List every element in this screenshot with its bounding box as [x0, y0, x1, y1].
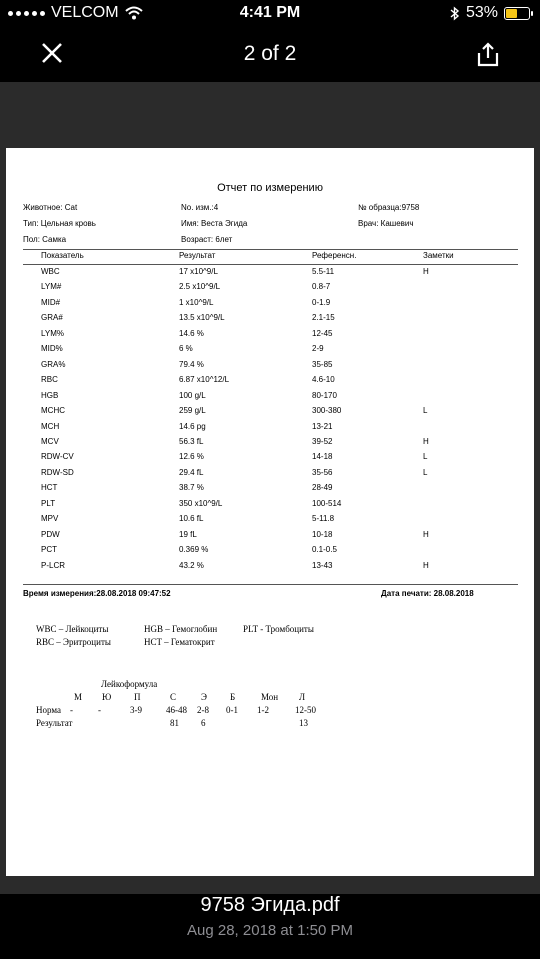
formula-norm-value: - — [70, 705, 73, 715]
row-result: 56.3 fL — [179, 436, 204, 446]
row-reference: 5.5-11 — [312, 267, 335, 276]
row-reference: 0.8-7 — [312, 282, 331, 292]
row-parameter: PLT — [41, 498, 56, 508]
formula-result-value: 13 — [299, 718, 308, 728]
formula-column-header: П — [134, 692, 141, 702]
row-reference: 300-380 — [312, 406, 342, 416]
row-result: 43.2 % — [179, 560, 204, 570]
formula-column-header: Ю — [102, 692, 112, 702]
row-note: L — [423, 467, 428, 477]
row-note: H — [423, 560, 429, 570]
row-reference: 14-18 — [312, 452, 333, 462]
meta-sample-no: № образца:9758 — [358, 203, 420, 212]
page-counter: 2 of 2 — [243, 42, 297, 65]
battery-icon — [504, 7, 530, 20]
header-reference: Референсн. — [312, 251, 357, 260]
table-top-rule — [23, 249, 518, 250]
formula-column-header: С — [170, 692, 177, 702]
row-result: 38.7 % — [179, 483, 204, 493]
formula-column-header: Э — [201, 692, 207, 702]
meta-sex: Пол: Самка — [23, 235, 67, 244]
share-button[interactable] — [472, 40, 504, 70]
row-result: 350 x10^9/L — [179, 498, 223, 508]
share-icon — [472, 40, 504, 70]
row-result: 10.6 fL — [179, 514, 204, 524]
note-hgb: HGB – Гемоглобин — [144, 624, 218, 634]
note-plt: PLT - Тромбоциты — [243, 624, 314, 634]
row-parameter: HGB — [41, 390, 59, 400]
header-parameter: Показатель — [41, 251, 84, 260]
file-date: Aug 28, 2018 at 1:50 PM — [187, 922, 353, 939]
row-result: 13.5 x10^9/L — [179, 313, 225, 323]
row-parameter: LYM# — [41, 282, 62, 292]
row-parameter: LYM% — [41, 328, 64, 338]
row-note: H — [423, 267, 429, 276]
row-result: 29.4 fL — [179, 467, 204, 477]
row-result: 14.6 pg — [179, 421, 206, 431]
meta-name: Имя: Веста Эгида — [181, 219, 248, 228]
note-hct: HCT – Гематокрит — [144, 637, 215, 647]
formula-norm-value: 46-48 — [166, 705, 187, 715]
formula-column-header: Мон — [261, 692, 279, 702]
row-note: L — [423, 406, 428, 416]
header-result: Результат — [179, 251, 216, 260]
row-reference: 12-45 — [312, 328, 333, 338]
row-parameter: MCH — [41, 421, 60, 431]
formula-column-header: Л — [299, 692, 306, 702]
row-parameter: PCT — [41, 545, 57, 555]
row-parameter: MID# — [41, 297, 61, 307]
status-right — [450, 4, 530, 22]
battery-level — [506, 9, 517, 18]
row-reference: 35-85 — [312, 359, 333, 369]
row-reference: 80-170 — [312, 390, 337, 400]
meta-doctor: Врач: Кашевич — [358, 219, 414, 228]
meta-animal: Животное: Cat — [23, 203, 78, 212]
row-reference: 100-514 — [312, 498, 342, 508]
measurement-time: Время измерения:28.08.2018 09:47:52 — [23, 589, 171, 598]
file-info — [0, 894, 540, 959]
row-result: 19 fL — [179, 529, 197, 539]
formula-norm-value: 12-50 — [295, 705, 316, 715]
row-parameter: MCV — [41, 436, 59, 446]
row-parameter: MCHC — [41, 406, 65, 416]
formula-norm-value: - — [98, 705, 101, 715]
row-result: 1 x10^9/L — [179, 297, 214, 307]
formula-result-value: 81 — [170, 718, 179, 728]
formula-result-value: 6 — [201, 718, 206, 728]
row-parameter: MID% — [41, 344, 63, 354]
header-rule — [23, 264, 518, 265]
row-result: 17 x10^9/L — [179, 267, 218, 276]
row-reference: 2.1-15 — [312, 313, 335, 323]
row-parameter: P-LCR — [41, 560, 66, 570]
pdf-page — [6, 148, 534, 876]
document-viewer[interactable] — [0, 82, 540, 894]
clock: 4:41 PM — [239, 4, 301, 21]
row-reference: 28-49 — [312, 483, 333, 493]
meta-type: Тип: Цельная кровь — [23, 219, 96, 228]
formula-title: Лейкоформула — [101, 679, 158, 689]
carrier-label: VELCOM — [51, 4, 119, 21]
row-parameter: RDW-SD — [41, 467, 74, 477]
report-title: Отчет по измерению — [217, 182, 323, 194]
formula-norm-value: 1-2 — [257, 705, 269, 715]
formula-result-label: Результат — [36, 718, 73, 728]
row-result: 79.4 % — [179, 359, 204, 369]
row-parameter: MPV — [41, 514, 59, 524]
nav-bar — [0, 26, 540, 82]
row-parameter: WBC — [41, 267, 60, 276]
row-reference: 10-18 — [312, 529, 333, 539]
row-reference: 39-52 — [312, 436, 333, 446]
file-name: 9758 Эгида.pdf — [200, 894, 340, 916]
formula-norm-value: 2-8 — [197, 705, 209, 715]
row-note: L — [423, 452, 428, 462]
status-bar — [0, 0, 540, 26]
row-result: 0.369 % — [179, 545, 209, 555]
row-reference: 35-56 — [312, 467, 333, 477]
row-reference: 4.6-10 — [312, 375, 335, 385]
row-parameter: GRA% — [41, 359, 66, 369]
row-reference: 2-9 — [312, 344, 324, 354]
note-wbc: WBC – Лейкоциты — [36, 624, 109, 634]
formula-norm-value: 3-9 — [130, 705, 142, 715]
formula-column-header: Б — [230, 692, 236, 702]
row-parameter: RDW-CV — [41, 452, 74, 462]
header-notes: Заметки — [423, 251, 454, 260]
row-result: 12.6 % — [179, 452, 204, 462]
row-note: H — [423, 529, 429, 539]
row-parameter: RBC — [41, 375, 58, 385]
row-reference: 0.1-0.5 — [312, 545, 337, 555]
row-reference: 13-43 — [312, 560, 333, 570]
table-bottom-rule — [23, 584, 518, 585]
row-reference: 5-11.8 — [312, 514, 335, 524]
row-reference: 13-21 — [312, 421, 333, 431]
row-result: 6 % — [179, 344, 193, 354]
formula-column-header: М — [74, 692, 83, 702]
meta-measurement-no: No. изм.:4 — [181, 203, 219, 212]
row-parameter: HCT — [41, 483, 58, 493]
bluetooth-icon — [450, 6, 460, 21]
row-note: H — [423, 436, 429, 446]
row-result: 14.6 % — [179, 328, 204, 338]
row-result: 259 g/L — [179, 406, 206, 416]
formula-norm-label: Норма — [36, 705, 61, 715]
note-rbc: RBC – Эритроциты — [36, 637, 111, 647]
print-date: Дата печати: 28.08.2018 — [381, 589, 474, 598]
row-result: 6.87 x10^12/L — [179, 375, 230, 385]
meta-age: Возраст: 6лет — [181, 235, 233, 244]
row-result: 100 g/L — [179, 390, 206, 400]
battery-percent: 53% — [465, 4, 498, 21]
row-parameter: PDW — [41, 529, 60, 539]
formula-norm-value: 0-1 — [226, 705, 238, 715]
row-parameter: GRA# — [41, 313, 63, 323]
row-reference: 0-1.9 — [312, 297, 331, 307]
row-result: 2.5 x10^9/L — [179, 282, 221, 292]
